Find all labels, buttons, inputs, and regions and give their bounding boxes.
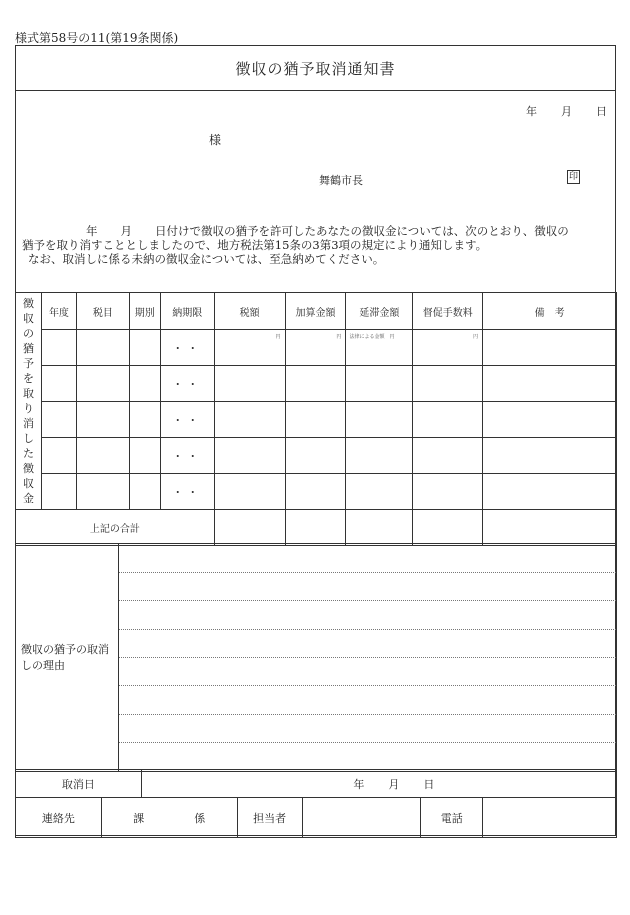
person-label: 担当者: [237, 798, 302, 838]
body-line-1: 年 月 日付けで徴収の猶予を許可したあなたの徴収金については、次のとおり、徴収の: [86, 224, 569, 238]
notice-body: [22, 224, 614, 266]
section-field[interactable]: 課 係: [101, 798, 237, 838]
total-row: [16, 510, 617, 546]
side-label: 徴収の猶予を取り消した徴収金: [16, 293, 42, 510]
month-label: 月: [561, 105, 572, 118]
reason-lines[interactable]: [119, 544, 617, 772]
due-date-dots: ・・: [160, 366, 214, 402]
tax-table: [15, 292, 617, 546]
total-label: 上記の合計: [16, 510, 215, 546]
reason-label: 徴収の猶予の取消しの理由: [16, 544, 119, 772]
form-number: 様式第58号の11(第19条関係): [15, 31, 179, 45]
addressee-suffix: 様: [209, 133, 222, 147]
cancel-date-row: [15, 769, 617, 798]
phone-field[interactable]: [483, 798, 617, 838]
header-period: 期別: [129, 293, 160, 330]
yen-unit: 円: [413, 330, 483, 366]
table-row: [16, 366, 617, 402]
document-title: 徴収の猶予取消通知書: [16, 46, 615, 91]
header-reminder-fee: 督促手数料: [413, 293, 483, 330]
table-row: [16, 330, 617, 366]
phone-label: 電話: [421, 798, 483, 838]
table-row: [16, 474, 617, 510]
notice-form: [15, 45, 616, 836]
due-date-dots: ・・: [160, 438, 214, 474]
header-due-date: 納期限: [160, 293, 214, 330]
body-line-2: 猶予を取り消すこととしましたので、地方税法第15条の3第3項の規定により通知します。: [22, 238, 488, 252]
person-field[interactable]: [302, 798, 421, 838]
yen-unit: 円: [285, 330, 346, 366]
header-additional-amount: 加算金額: [285, 293, 346, 330]
header-tax-amount: 税額: [214, 293, 285, 330]
issue-date: [526, 103, 607, 119]
table-row: [16, 438, 617, 474]
header-tax-item: 税目: [76, 293, 129, 330]
year-label: 年: [526, 105, 537, 118]
body-line-3: なお、取消しに係る未納の徴収金については、至急納めてください。: [28, 252, 385, 266]
table-row: [16, 402, 617, 438]
header-remarks: 備 考: [483, 293, 617, 330]
contact-row: [15, 797, 617, 838]
due-date-dots: ・・: [160, 402, 214, 438]
reason-section: [15, 543, 617, 772]
delinquent-note: 法律による金額 円: [346, 330, 413, 366]
cancel-date-label: 取消日: [16, 770, 142, 798]
day-label: 日: [596, 105, 607, 118]
issuer-name: 舞鶴市長: [319, 174, 363, 187]
seal-stamp: 印: [568, 172, 578, 182]
header-fiscal-year: 年度: [41, 293, 76, 330]
contact-label: 連絡先: [16, 798, 102, 838]
yen-unit: 円: [214, 330, 285, 366]
header-delinquent-amount: 延滞金額: [346, 293, 413, 330]
due-date-dots: ・・: [160, 474, 214, 510]
cancel-date-field[interactable]: 年 月 日: [141, 770, 616, 798]
due-date-dots: ・・: [160, 330, 214, 366]
